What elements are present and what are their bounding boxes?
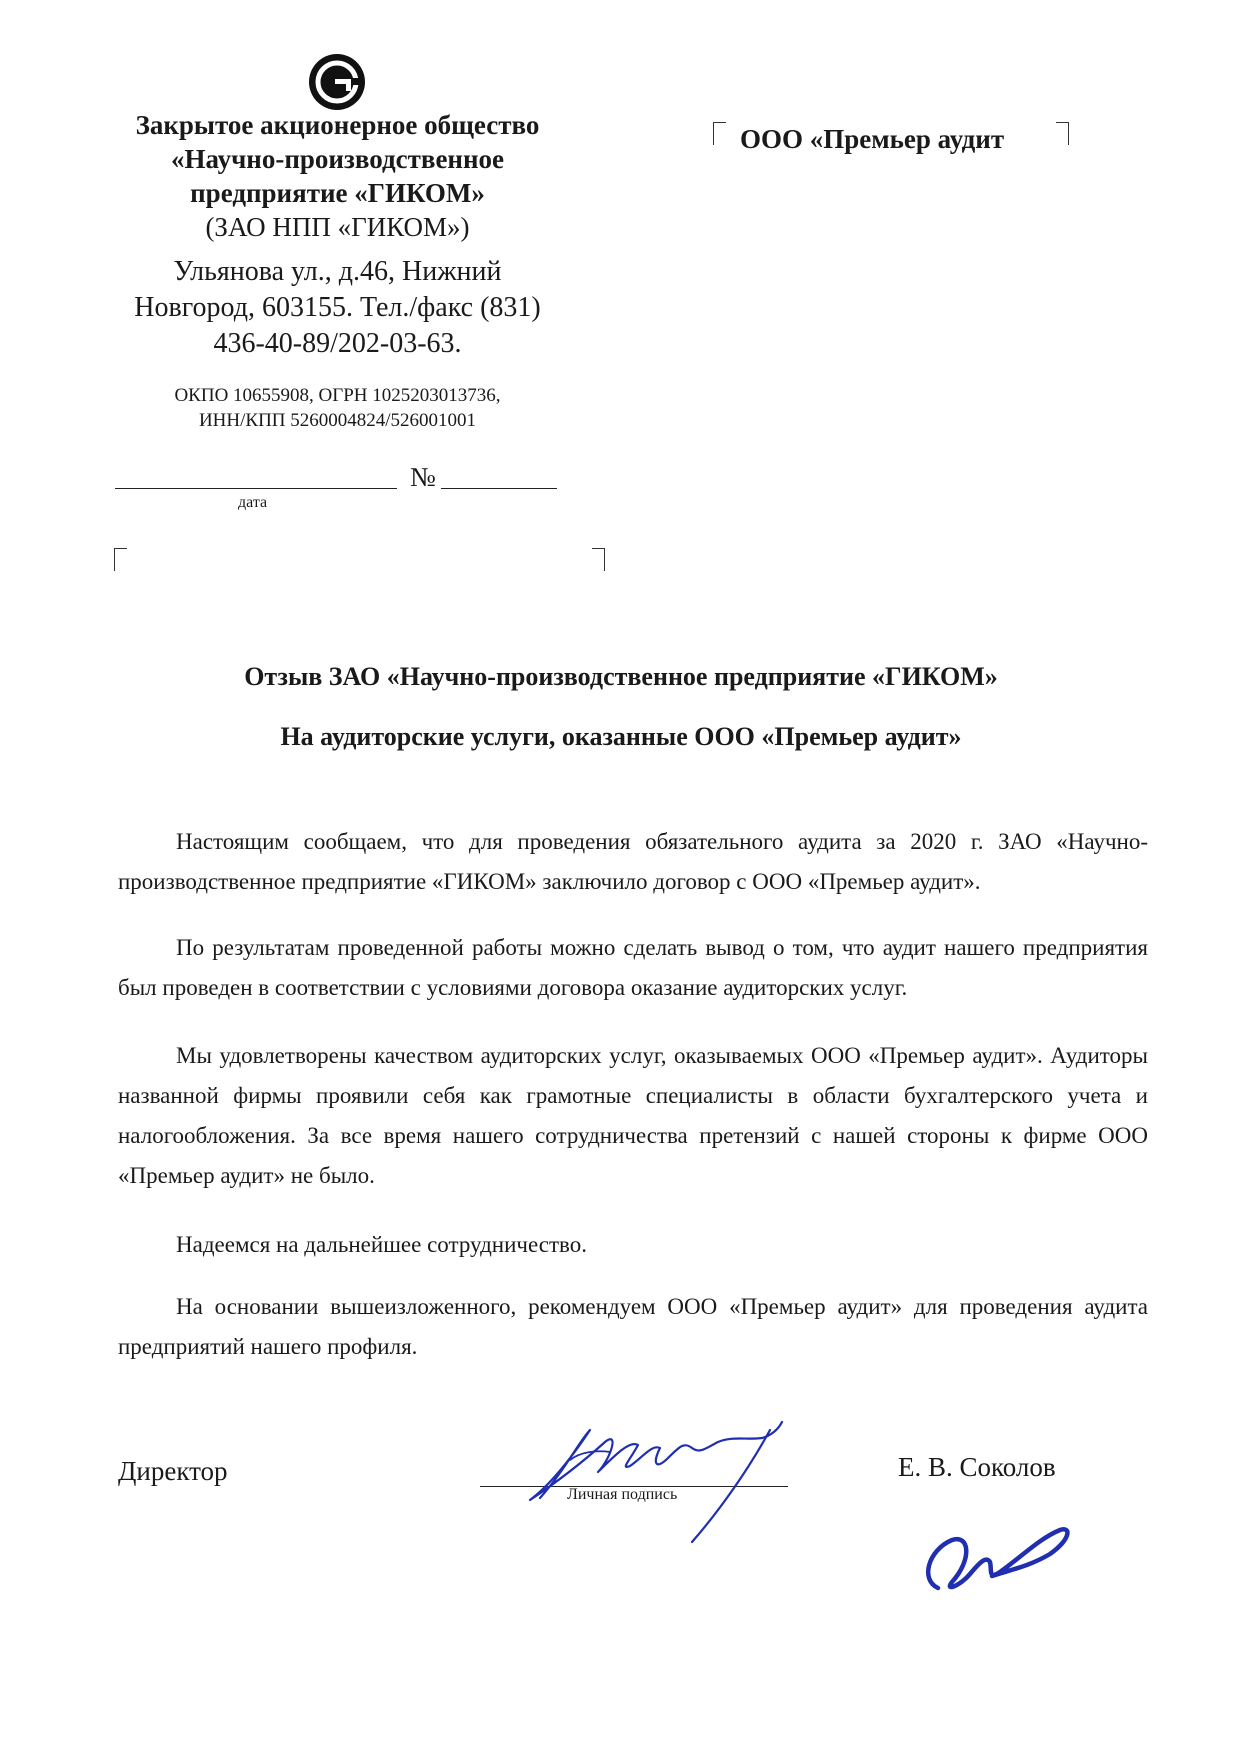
body-paragraph xyxy=(118,1036,1148,1196)
address-corner-right xyxy=(592,548,605,571)
body-paragraph xyxy=(118,1225,1148,1265)
address-line: Новгород, 603155. Тел./факс (831) xyxy=(134,292,541,323)
handwritten-initials xyxy=(900,1510,1100,1620)
paragraph-text: Настоящим сообщаем, что для проведения обязательного аудита за 2020 г. ЗАО «Научно-производственное предприятие «ГИКОМ» заключило договор с ООО «Премьер аудит». xyxy=(118,829,1148,894)
registration-line: ОКПО 10655908, ОГРН 1025203013736, xyxy=(174,385,501,406)
paragraph-text: По результатам проведенной работы можно сделать вывод о том, что аудит нашего предприятия был проведен в соответствии с условиями договора оказание аудиторских услуг. xyxy=(118,935,1148,1000)
recipient-corner-right xyxy=(1056,122,1069,145)
document-title: Отзыв ЗАО «Научно-производственное предприятие «ГИКОМ» xyxy=(244,662,998,691)
gikom-logo-icon xyxy=(307,52,367,112)
company-name-line: предприятие «ГИКОМ» xyxy=(190,178,485,208)
company-address xyxy=(100,254,575,362)
body-paragraph xyxy=(118,1287,1148,1367)
date-caption: дата xyxy=(238,494,268,511)
company-short-name: (ЗАО НПП «ГИКОМ») xyxy=(205,212,470,242)
registration-line: ИНН/КПП 5260004824/526001001 xyxy=(198,410,477,431)
paragraph-text: На основании вышеизложенного, рекомендуем ООО «Премьер аудит» для проведения аудита предприятий нашего профиля. xyxy=(118,1294,1148,1359)
paragraph-text: Мы удовлетворены качеством аудиторских услуг, оказываемых ООО «Премьер аудит». Аудиторы названной фирмы проявили себя как грамотные специалисты в области бухгалтерского учета и налогообложения. За все время нашего сотрудничества претензий с нашей стороны к фирме ООО «Премьер аудит» не было. xyxy=(118,1043,1148,1188)
signature-caption: Личная подпись xyxy=(567,1486,678,1503)
body-paragraph xyxy=(118,928,1148,1008)
address-corner-left xyxy=(114,548,127,571)
company-name-block xyxy=(100,108,575,244)
number-sign: № xyxy=(410,462,436,492)
company-name-line: Закрытое акционерное общество xyxy=(135,110,540,140)
recipient-corner-left xyxy=(713,122,726,145)
body-paragraph xyxy=(118,822,1148,902)
number-field-line xyxy=(441,488,557,489)
handwritten-signature xyxy=(470,1400,890,1550)
document-subtitle: На аудиторские услуги, оказанные ООО «Премьер аудит» xyxy=(280,722,962,751)
date-field-line xyxy=(115,488,397,489)
paragraph-text: Надеемся на дальнейшее сотрудничество. xyxy=(176,1232,587,1257)
signer-name: Е. В. Соколов xyxy=(898,1452,1056,1482)
signer-position: Директор xyxy=(118,1456,228,1486)
address-line: 436-40-89/202-03-63. xyxy=(213,328,462,359)
address-line: Ульянова ул., д.46, Нижний xyxy=(173,256,502,287)
registration-codes xyxy=(100,383,575,433)
recipient: ООО «Премьер аудит xyxy=(740,124,1005,154)
company-name-line: «Научно-производственное xyxy=(170,144,505,174)
